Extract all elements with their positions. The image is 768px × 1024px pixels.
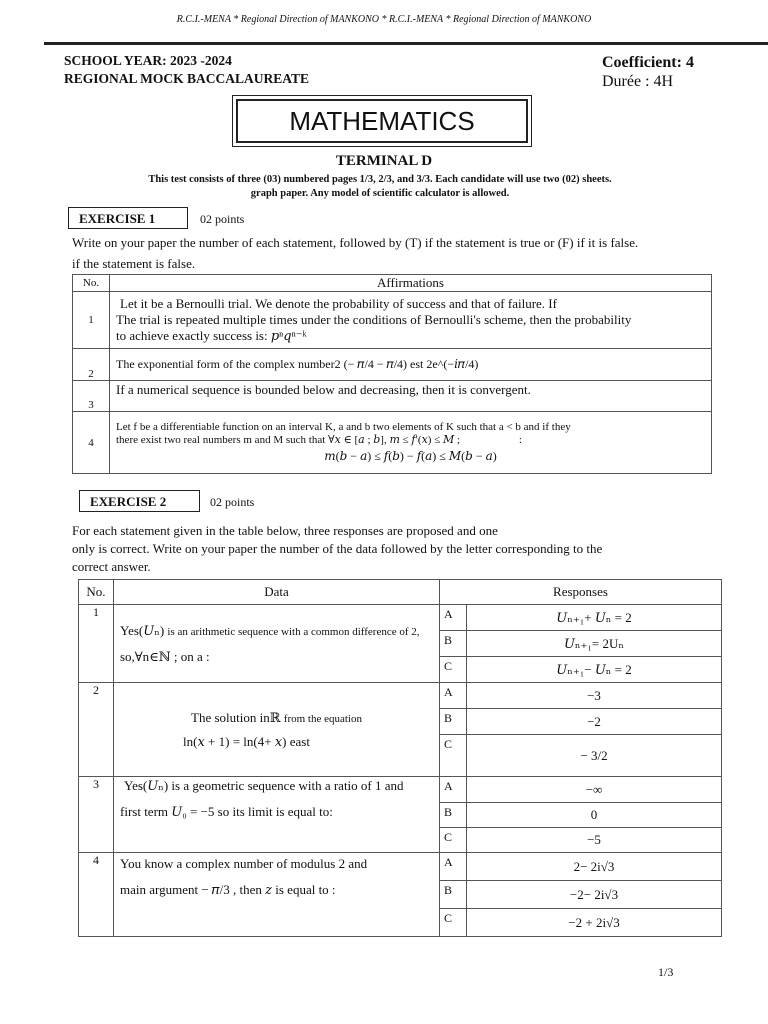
question-data: [114, 853, 440, 937]
data-line: ln(𝑥 + 1) = ln(4+ 𝑥) east: [183, 733, 310, 749]
option-letter: A: [440, 853, 467, 881]
question-data: [114, 605, 440, 683]
col-header-responses: Responses: [440, 580, 722, 605]
intro-line: For each statement given in the table below, three responses are proposed and one: [72, 523, 498, 538]
header-banner: R.C.I.-MENA * Regional Direction of MANKONO * R.C.I.-MENA * Regional Direction of MANKONO: [176, 14, 592, 25]
table-row: [79, 683, 722, 709]
instructions: [80, 173, 680, 201]
data-line: so,∀n∈ℕ ; on a :: [120, 648, 210, 664]
option-letter: B: [440, 709, 467, 735]
exercise1-intro-repeat: if the statement is false.: [72, 256, 196, 271]
duration: Durée : 4H: [602, 73, 674, 90]
affirmation-cell: [110, 412, 712, 474]
coefficient: Coefficient: 4: [602, 54, 694, 71]
table-row: [73, 349, 712, 381]
data-line: Yes(𝑈ₙ) is a geometric sequence with a ratio of 1 and: [124, 778, 404, 793]
option-letter: C: [440, 909, 467, 937]
intro-line: only is correct. Write on your paper the number of the data followed by the letter corresponding to the: [72, 541, 603, 556]
instruction-line: graph paper. Any model of scientific calculator is allowed.: [250, 188, 510, 199]
option-text: − 3/2: [467, 735, 722, 777]
data-text: is an arithmetic sequence with a common difference of 2,: [167, 625, 420, 638]
exam-meta: [602, 53, 694, 91]
table-row: [79, 853, 722, 881]
affirmation-line: Let it be a Bernoulli trial. We denote the probability of success and that of failure. If: [120, 296, 557, 311]
option-text: −3: [467, 683, 722, 709]
exam-info: [64, 52, 309, 88]
col-header-no: No.: [73, 275, 110, 292]
row-number: 4: [73, 412, 110, 474]
affirmation-line: to achieve exactly success is: 𝑝ⁿ𝑞ⁿ⁻ᵏ: [116, 328, 307, 343]
row-number: 2: [73, 349, 110, 381]
affirmation-cell: The exponential form of the complex number2 (− 𝜋/4 − 𝜋/4) est 2e^(−𝑖𝜋/4): [110, 349, 712, 381]
option-letter: A: [440, 683, 467, 709]
affirmation-line: The trial is repeated multiple times under the conditions of Bernoulli's scheme, then the probability: [116, 312, 632, 327]
table-header-row: [73, 275, 712, 292]
data-text: The solution inℝ: [191, 709, 281, 725]
option-text: 𝑈ₙ₊₁+ 𝑈ₙ = 2: [467, 605, 722, 631]
series-label: TERMINAL D: [335, 153, 433, 169]
data-line: [120, 623, 433, 639]
data-line: [120, 710, 433, 726]
data-text: Yes(𝑈ₙ): [120, 622, 165, 638]
exam-name: REGIONAL MOCK BACCALAUREATE: [64, 71, 310, 86]
data-line: You know a complex number of modulus 2 and: [120, 856, 368, 871]
exercise2-label: EXERCISE 2: [79, 490, 200, 512]
title-box: [232, 95, 532, 147]
option-letter: B: [440, 881, 467, 909]
table-row: [73, 381, 712, 412]
row-number: 3: [73, 381, 110, 412]
option-text: −2 + 2i√3: [467, 909, 722, 937]
row-number: 1: [73, 292, 110, 349]
option-text: 𝑈ₙ₊₁= 2Uₙ: [467, 631, 722, 657]
option-letter: A: [440, 605, 467, 631]
affirmations-table: [72, 274, 712, 474]
exercise1-points: 02 points: [200, 212, 245, 226]
question-number: 4: [79, 853, 114, 937]
table-row: [79, 777, 722, 803]
option-letter: C: [440, 657, 467, 683]
exercise1-label: EXERCISE 1: [68, 207, 188, 229]
option-letter: A: [440, 777, 467, 803]
affirmation-cell: [110, 292, 712, 349]
intro-line: correct answer.: [72, 559, 151, 574]
option-letter: C: [440, 735, 467, 777]
affirmation-line: [116, 433, 705, 446]
option-letter: B: [440, 631, 467, 657]
affirmation-line: 𝑚(𝑏 − 𝑎) ≤ 𝑓(𝑏) − 𝑓(𝑎) ≤ 𝑀(𝑏 − 𝑎): [324, 449, 497, 463]
page-title: MATHEMATICS: [236, 99, 528, 143]
option-text: −∞: [467, 777, 722, 803]
table-row: [79, 605, 722, 631]
responses-table: [78, 579, 722, 937]
affirmation-line: Let f be a differentiable function on an interval K, a and b two elements of K such that a < b and if they: [116, 421, 571, 433]
page-number: 1/3: [658, 965, 674, 979]
data-line: main argument − 𝜋/3 , then 𝑧 is equal to :: [120, 882, 336, 897]
option-text: −5: [467, 828, 722, 853]
option-text: 𝑈ₙ₊₁− 𝑈ₙ = 2: [467, 657, 722, 683]
table-row: [73, 292, 712, 349]
exercise1-intro: Write on your paper the number of each statement, followed by (T) if the statement is true or (F) if it is false.: [72, 235, 639, 250]
affirmation-text: there exist two real numbers m and M such that ∀𝑥 ∈ [𝑎 ; 𝑏], 𝑚 ≤ 𝑓′(𝑥) ≤ 𝑀 ;: [116, 434, 461, 446]
option-text: 0: [467, 803, 722, 828]
table-row: [73, 412, 712, 474]
option-text: −2− 2i√3: [467, 881, 722, 909]
exercise2-points: 02 points: [210, 495, 255, 509]
affirmation-text: :: [518, 434, 522, 446]
question-number: 3: [79, 777, 114, 853]
table-header-row: [79, 580, 722, 605]
exercise2-intro: [72, 522, 602, 576]
col-header-no: No.: [79, 580, 114, 605]
question-number: 1: [79, 605, 114, 683]
instruction-line: This test consists of three (03) numbered pages 1/3, 2/3, and 3/3. Each candidate will use two (02) sheets.: [148, 174, 612, 185]
option-letter: C: [440, 828, 467, 853]
school-year: SCHOOL YEAR: 2023 -2024: [64, 53, 232, 68]
option-text: −2: [467, 709, 722, 735]
question-data: [114, 683, 440, 777]
question-number: 2: [79, 683, 114, 777]
data-text: from the equation: [283, 712, 362, 725]
option-letter: B: [440, 803, 467, 828]
header-rule: [44, 42, 768, 45]
option-text: 2− 2i√3: [467, 853, 722, 881]
affirmation-cell: If a numerical sequence is bounded below and decreasing, then it is convergent.: [110, 381, 712, 412]
question-data: [114, 777, 440, 853]
col-header-data: Data: [114, 580, 440, 605]
data-line: first term 𝑈₀ = −5 so its limit is equal to:: [120, 804, 333, 819]
col-header-affirmations: Affirmations: [110, 275, 712, 292]
